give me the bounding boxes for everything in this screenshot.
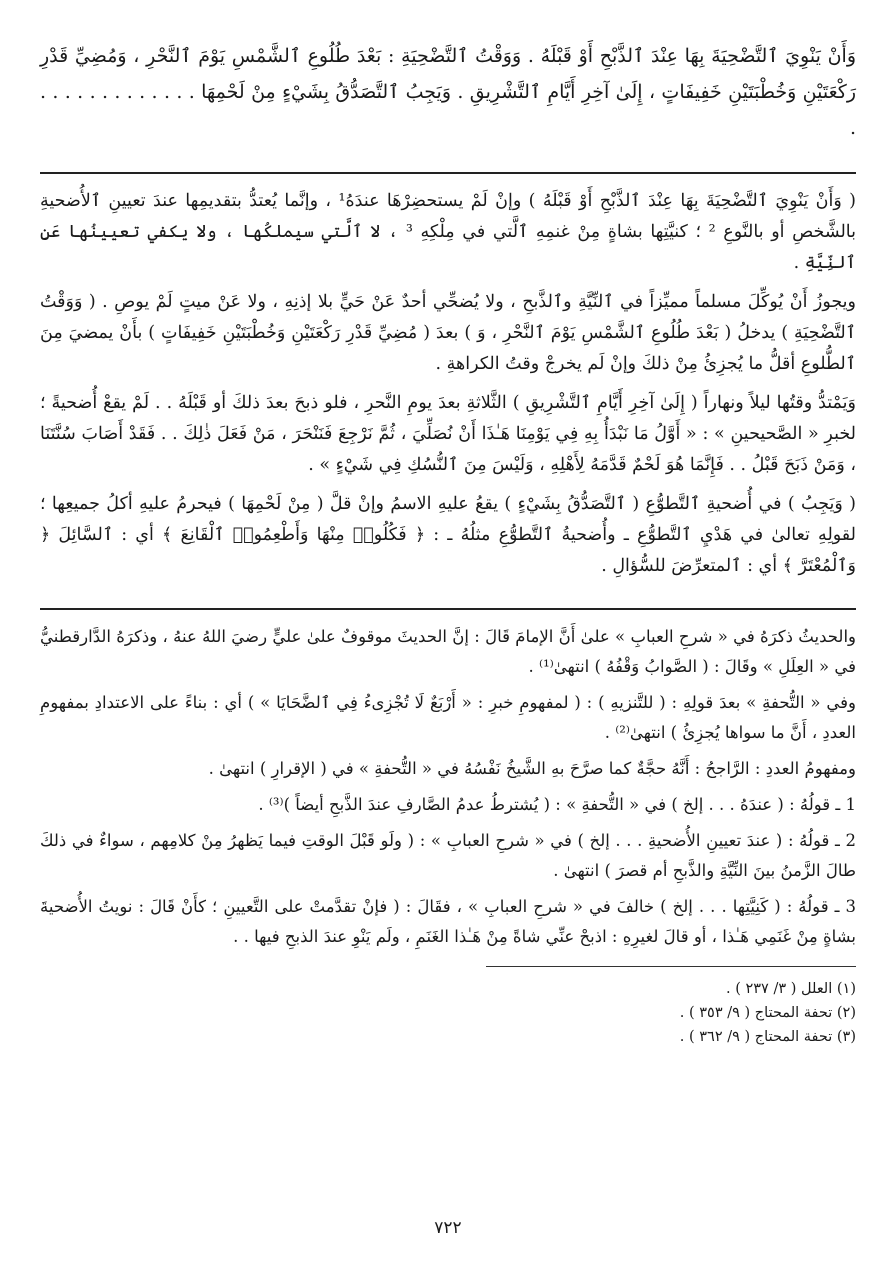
footnote-divider [486,966,856,967]
section-divider [40,172,856,174]
footnote-item: (٢) تحفة المحتاج ( ٩/ ٣٥٣ ) . [679,1005,856,1021]
hashiya-note-2: 2 ـ قولُهُ : ( عندَ تعيينِ الأُضحيةِ . . . إلخ ) في « شرحِ العبابِ » : ( ولَو قَبْلَ الوقتِ فيما يَظهرُ مِنْ كلامِهم ، سواءٌ في ذلكَ طالَ الزَّمنُ بينَ النِّيَّةِ والذَّبحِ أم قصرَ ) انتهىٰ . [40,831,856,880]
sharh-paragraph: ( وَيَجِبُ ) في أُضحيةِ ٱلتَّطوُّعِ ( ٱلتَّصَدُّقُ بِشَيْءٍ ) يقعُ عليهِ الاسمُ وإنْ قلَّ ( مِنْ لَحْمِهَا ) فيحرمُ عليهِ أكلُ جميعِها ؛ لقولِهِ تعالىٰ في هَدْيِ ٱلتَّطوُّعِ ـ وأُضحيةُ ٱلتَّطوُّعِ مثلُهُ ـ : ﴿ فَكُلُوا۟ مِنْهَا وَأَطْعِمُوا۟ ٱلْقَانِعَ ﴾ أي : ٱلسَّائِلَ ﴿ وَٱلْمُعْتَرَّ ﴾ أي : ٱلمتعرِّضَ للسُّؤالِ . [40,494,856,576]
section-divider [40,608,856,610]
hashiya-paragraph: ومفهومُ العددِ : الرَّاجحُ : أَنَّهُ حجَّةٌ كما صرَّحَ بهِ الشَّيخُ نَفْسُهُ في « التُّحفةِ » في ( الإقرارِ ) انتهىٰ . [208,759,856,778]
matn-text [40,38,856,146]
sharh-paragraph: وَيَمْتدُّ وقتُها ليلاً ونهاراً ( إِلَىٰ آخِرِ أَيَّامِ ٱلتَّشْرِيقِ ) الثَّلاثةِ بعدَ يومِ النَّحرِ ، فلو ذبحَ بعدَ ذلكَ أو قَبْلَهُ . . لَمْ يقعْ أُضحيةً ؛ لخبرِ « الصَّحيحينِ » : « أَوَّلُ مَا نَبْدَأُ بِهِ فِي يَوْمِنَا هَـٰذَا أَنْ نُصَلِّيَ ، ثُمَّ نَرْجِعَ فَنَنْحَرَ ، مَنْ فَعَلَ ذٰلِكَ . . فَقَدْ أَصَابَ سُنَّتَنَا ، وَمَنْ ذَبَحَ قَبْلُ . . فَإِنَّمَا هُوَ لَحْمٌ قَدَّمَهُ لِأَهْلِهِ ، وَلَيْسَ مِنَ ٱلنُّسُكِ فِي شَيْءٍ » . [40,393,856,475]
page-number: ٧٢٢ [434,1218,462,1238]
footnote-item: (١) العلل ( ٣/ ٢٣٧ ) . [726,981,856,997]
footnote-item: (٣) تحفة المحتاج ( ٩/ ٣٦٢ ) . [679,1029,856,1045]
hashiya-note-3: 3 ـ قولُهُ : ( كَنِيَّتِها . . . إلخ ) خالفَ في « شرحِ العبابِ » ، فقَالَ : ( فإنْ تقدَّمتْ على التَّعيينِ ؛ كأَنْ قَالَ : نويتُ الأُضحيةَ بشاةٍ مِنْ غَنَمِي هَـٰذا ، أو قالَ لغيرِهِ : اذبحْ عنِّي شاةً مِنْ هَـٰذا الغَنَمِ ، ولَم يَنْوِ عندَ الذبحِ فيها . . [40,897,856,946]
hashiya-note-1: 1 ـ قولُهُ : ( عندَهُ . . . إلخ ) في « التُّحفةِ » : ( يُشترطُ عدمُ الصَّارفِ عندَ الذَّبحِ أيضاً )⁽³⁾ . [258,795,856,814]
footnotes [40,977,856,1049]
sharh-text [40,186,856,582]
sharh-paragraph: ويجوزُ أَنْ يُوكِّلَ مسلماً مميِّزاً في ٱلنِّيَّةِ وٱلذَّبحِ ، ولا يُضحِّي أحدٌ عَنْ حَيٍّ بلا إذنِهِ ، ولا عَنْ ميتٍ لَمْ يوصِ . ( وَوَقْتُ ٱلتَّضْحِيَةِ ) يدخلُ ( بَعْدَ طُلُوعِ ٱلشَّمْسِ يَوْمَ ٱلنَّحْرِ ، وَ ) بعدَ ( مُضِيِّ قَدْرِ رَكْعَتَيْنِ وَخُطْبَتَيْنِ خَفِيفَاتٍ ) بأَنْ يمضيَ مِنَ ٱلطُّلوعِ أقلُّ ما يُجزِئُ مِنْ ذلكَ وإنْ لَم يخرجْ وقتُ الكراهةِ . [40,292,856,374]
hashiya-paragraph: والحديثُ ذكرَهُ في « شرحِ العبابِ » علىٰ أَنَّ الإمامَ قَالَ : إنَّ الحديثَ موقوفٌ علىٰ عليٍّ رضيَ اللهُ عنهُ ، وذكرَهُ الدَّارقطنيُّ في « العِلَلِ » وقَالَ : ( الصَّوابُ وَقْفُهُ ) انتهىٰ⁽¹⁾ . [40,627,856,676]
hashiya-text [40,622,856,952]
sharh-paragraph: ( وَأَنْ يَنْوِيَ ٱلتَّضْحِيَةَ بِهَا عِنْدَ ٱلذَّبْحِ أَوْ قَبْلَهُ ) وإنْ لَمْ يستحضِرْهَا عندَهُ¹ ، وإنَّما يُعتدُّ بتقديمِها عندَ تعيينِ ٱلأُضحيةِ بالشَّخصِ أو بالنَّوعِ ² ؛ كنيَّتِها بشاةٍ مِنْ غنمِهِ ٱلَّتي في مِلْكِهِ ³ ، لا ٱلَّتي سيملكُها ، ولا يكفي تعيينُها عَنِ ٱلنِّيَّةِ . [40,191,857,273]
hashiya-paragraph: وفي « التُّحفةِ » بعدَ قولِهِ : ( للتَّنزيهِ ) : ( لمفهومِ خبرِ : « أَرْبَعٌ لَا تُجْزِىءُ فِي ٱلضَّحَايَا » ) أي : بناءً على الاعتدادِ بمفهومِ العددِ ، أَنَّ ما سواها يُجزِئُ ) انتهىٰ⁽²⁾ . [40,693,856,742]
matn-paragraph: وَأَنْ يَنْوِيَ ٱلتَّضْحِيَةَ بِهَا عِنْدَ ٱلذَّبْحِ أَوْ قَبْلَهُ . وَوَقْتُ ٱلتَّضْحِيَةِ : بَعْدَ طُلُوعِ ٱلشَّمْسِ يَوْمَ ٱلنَّحْرِ ، وَمُضِيِّ قَدْرِ رَكْعَتَيْنِ وَخُطْبَتَيْنِ خَفِيفَاتٍ ، إِلَىٰ آخِرِ أَيَّامِ ٱلتَّشْرِيقِ . وَيَجِبُ ٱلتَّصَدُّقُ بِشَيْءٍ مِنْ لَحْمِهَا . . . . . . . . . . . . . . [40,45,856,139]
